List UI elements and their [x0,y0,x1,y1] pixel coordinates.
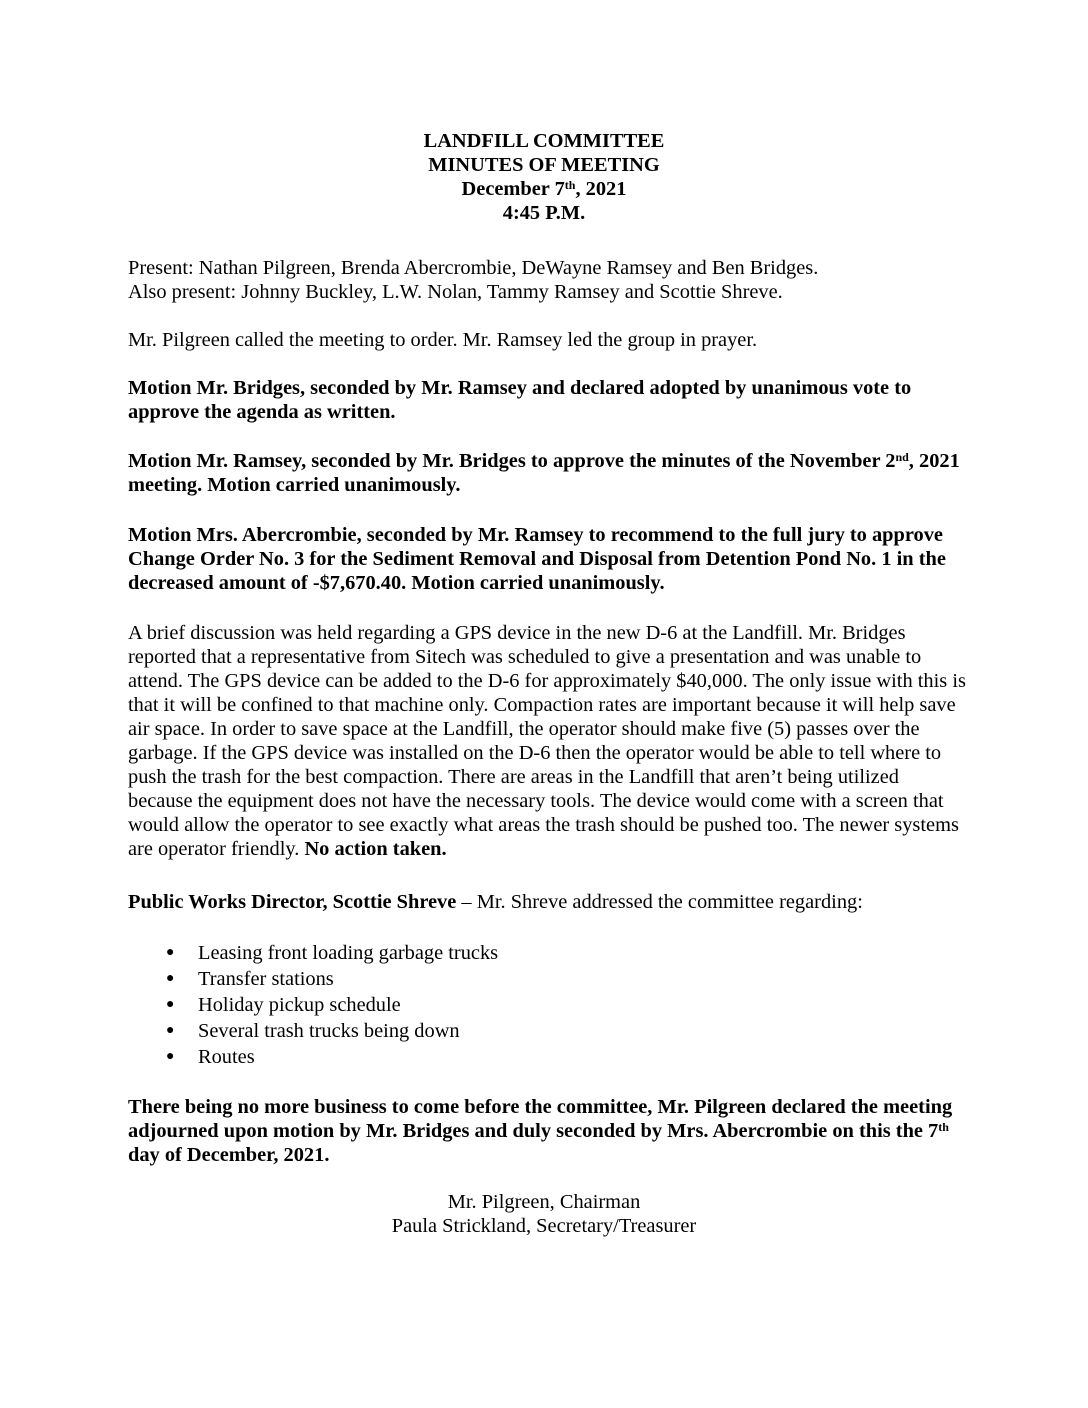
secretary-signature: Paula Strickland, Secretary/Treasurer [391,1215,697,1237]
motion-change-order: Motion Mrs. Abercrombie, seconded by Mr. Ramsey to recommend to the full jury to approve Change Order No. 3 for the Sediment Removal and Disposal from Detention Pond No. 1 in the decreased amount of -$7,670.40. Motion carried unanimously. [128,524,946,594]
minutes-title: MINUTES OF MEETING [428,154,660,176]
public-works-label: Public Works Director, Scottie Shreve [128,891,457,913]
list-item: ● Holiday pickup schedule [166,994,401,1016]
meeting-date: December 7th, 2021 [461,178,627,200]
public-works-list [166,940,498,1070]
present-line: Present: Nathan Pilgreen, Brenda Abercrombie, DeWayne Ramsey and Ben Bridges. [128,257,819,279]
public-works-intro: Public Works Director, Scottie Shreve – Mr. Shreve addressed the committee regarding: [128,891,863,913]
no-action-note: No action taken. [304,838,447,860]
document-header [0,129,1088,225]
motion-agenda: Motion Mr. Bridges, seconded by Mr. Ramsey and declared adopted by unanimous vote to approve the agenda as written. [128,377,912,423]
signature-block [0,1190,1088,1238]
meeting-time: 4:45 P.M. [502,202,586,224]
bullet-icon: ● [166,945,175,960]
list-item: ● Leasing front loading garbage trucks [166,942,499,964]
motion-minutes: Motion Mr. Ramsey, seconded by Mr. Bridges to approve the minutes of the November 2nd, 2021 meeting. Motion carried unanimously. [128,450,960,496]
list-item: ● Transfer stations [166,968,334,990]
bullet-icon: ● [166,1049,175,1064]
list-item: ● Several trash trucks being down [166,1020,460,1042]
adjournment: There being no more business to come before the committee, Mr. Pilgreen declared the meeting adjourned upon motion by Mr. Bridges and duly seconded by Mrs. Abercrombie on this the 7th day of December, 2021. [128,1096,953,1166]
bullet-icon: ● [166,1023,175,1038]
bullet-icon: ● [166,971,175,986]
attendance [128,256,968,304]
chairman-signature: Mr. Pilgreen, Chairman [447,1191,641,1213]
call-to-order: Mr. Pilgreen called the meeting to order. Mr. Ramsey led the group in prayer. [128,329,758,351]
gps-discussion: A brief discussion was held regarding a GPS device in the new D-6 at the Landfill. Mr. Bridges reported that a representative from Sitech was scheduled to give a presentation and was unable to attend. The GPS device can be added to the D-6 for approximately $40,000. The only issue with this is that it will be confined to that machine only. Compaction rates are important because it will help save air space. In order to save space at the Landfill, the operator should make five (5) passes over the garbage. If the GPS device was installed on the D-6 then the operator would be able to tell where to push the trash for the best compaction. There are areas in the Landfill that aren’t being utilized because the equipment does not have the necessary tools. The device would come with a screen that would allow the operator to see exactly what areas the trash should be pushed too. The newer systems are operator friendly. No action taken. [128,622,966,860]
bullet-icon: ● [166,997,175,1012]
also-present-line: Also present: Johnny Buckley, L.W. Nolan, Tammy Ramsey and Scottie Shreve. [128,281,783,303]
committee-title: LANDFILL COMMITTEE [423,130,665,152]
list-item: ● Routes [166,1046,255,1068]
